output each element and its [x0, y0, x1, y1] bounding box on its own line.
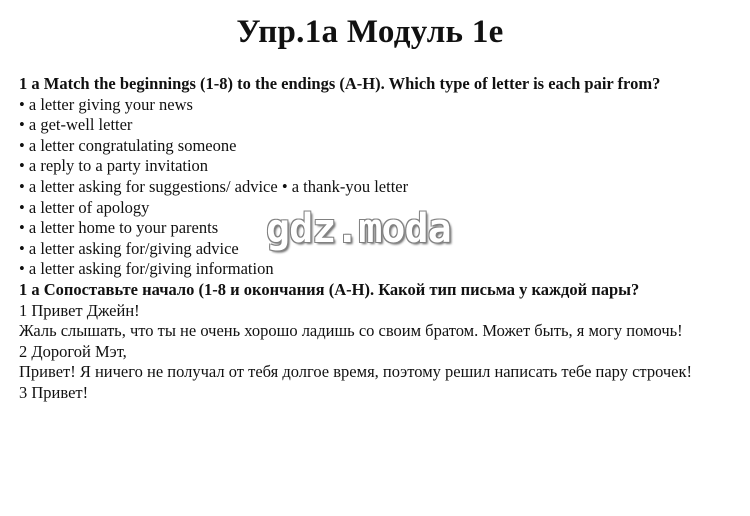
list-item: • a letter of apology: [19, 197, 150, 217]
list-item: • a letter home to your parents: [19, 218, 219, 238]
list-item: • a letter congratulating someone: [19, 135, 237, 155]
answer-line: 1 Привет Джейн!: [19, 300, 140, 320]
task-russian: 1 a Сопоставьте начало (1-8 и окончания (A-H). Какой тип письма у каждой пары?: [19, 279, 640, 299]
answer-line: 3 Привет!: [19, 382, 89, 402]
answer-line: Жаль слышать, что ты не очень хорошо ладишь со своим братом. Может быть, я могу помочь!: [19, 321, 683, 341]
list-item: • a reply to a party invitation: [19, 156, 209, 176]
list-item: • a get-well letter: [19, 115, 133, 135]
task-english: 1 a Match the beginnings (1-8) to the endings (A-H). Which type of letter is each pair from?: [19, 74, 661, 93]
answer-line: 2 Дорогой Мэт,: [19, 341, 127, 361]
answer-line: Привет! Я ничего не получал от тебя долгое время, поэтому решил написать тебе пару строчек!: [19, 362, 693, 382]
list-item: • a letter giving your news: [19, 94, 193, 114]
page-title: Упр.1a Модуль 1e: [236, 14, 504, 50]
watermark: gdz.moda: [266, 206, 451, 252]
list-item: • a letter asking for suggestions/ advice • a thank-you letter: [19, 176, 409, 196]
list-item: • a letter asking for/giving information: [19, 259, 274, 279]
list-item: • a letter asking for/giving advice: [19, 238, 239, 258]
